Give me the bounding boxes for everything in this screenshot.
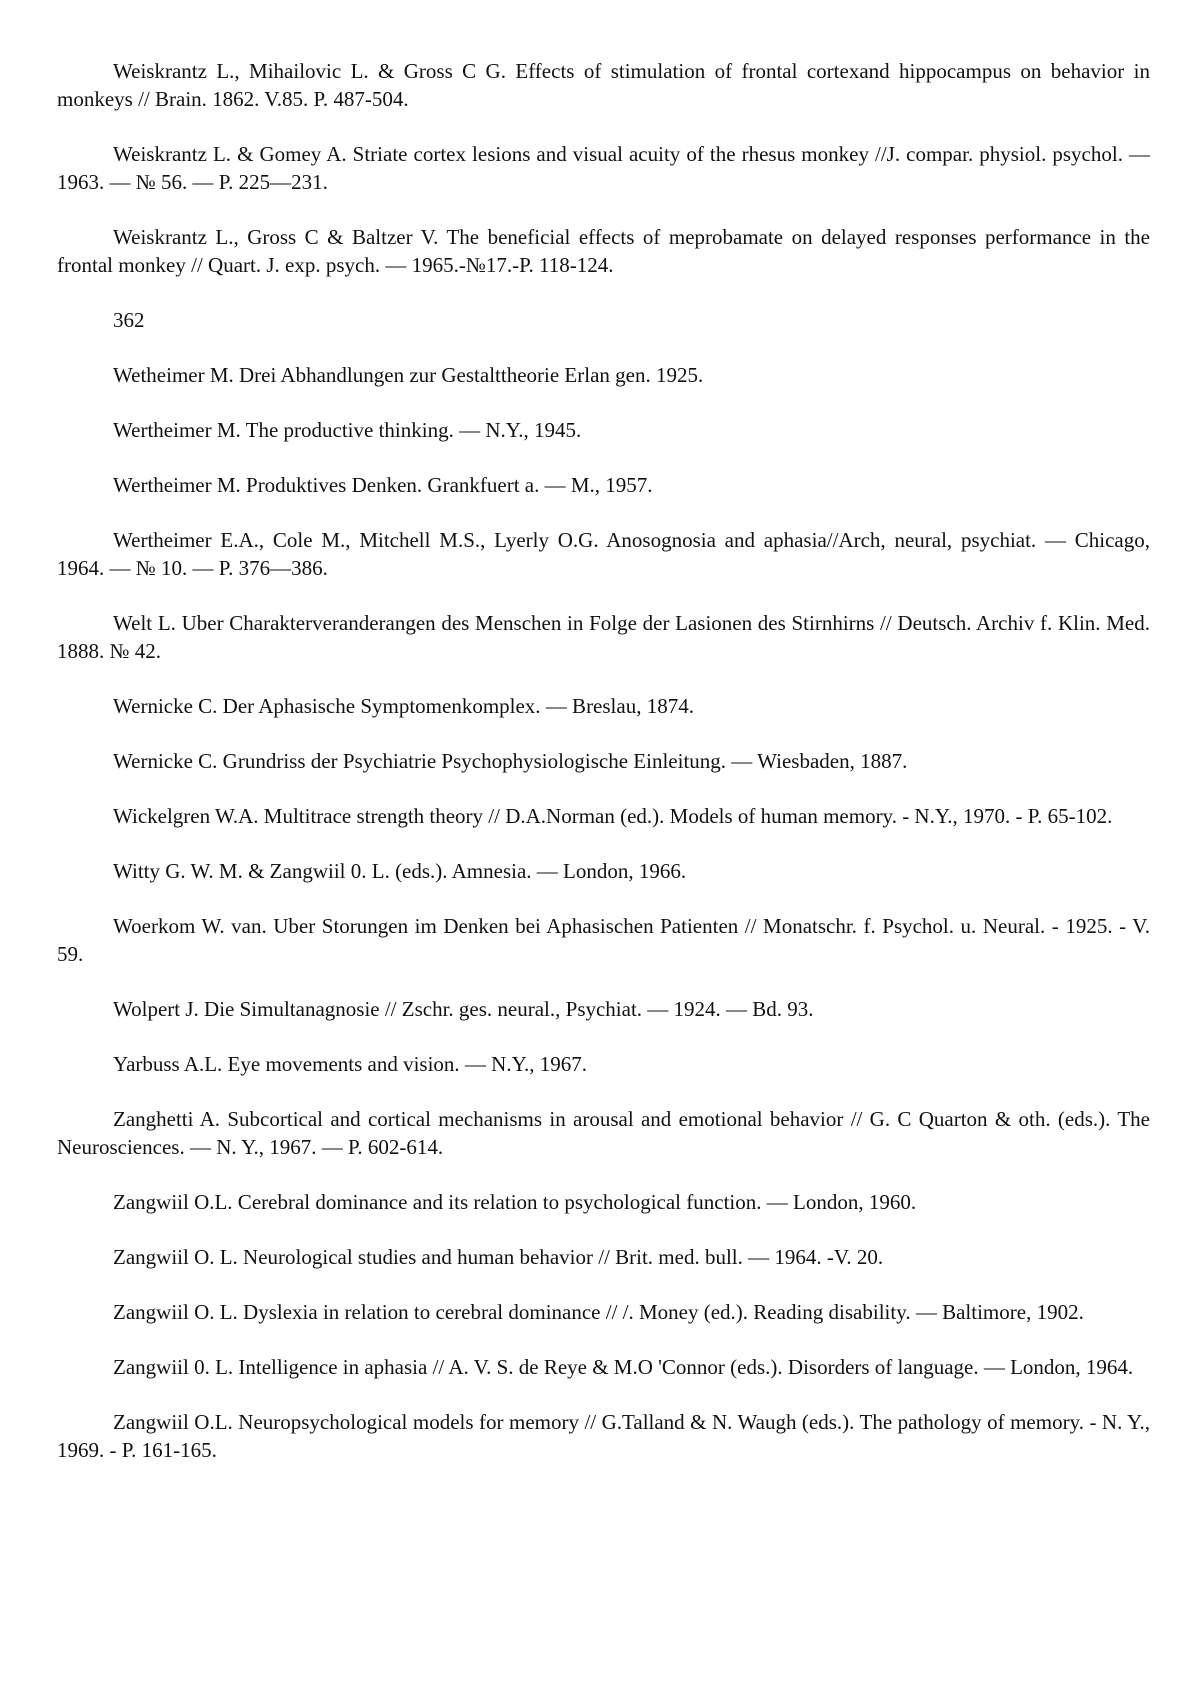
reference-entry: Wertheimer E.A., Cole M., Mitchell M.S., Lyerly O.G. Anosognosia and aphasia//Arch, neural, psychiat. — Chicago, 1964. — № 10. — P. 376—386. xyxy=(57,528,1150,580)
reference-entry: Wernicke C. Der Aphasische Symptomenkomplex. — Breslau, 1874. xyxy=(113,694,694,718)
reference-entry: Zanghetti A. Subcortical and cortical mechanisms in arousal and emotional behavior // G. C Quarton & oth. (eds.). The Neurosciences. — N. Y., 1967. — P. 602-614. xyxy=(57,1107,1150,1159)
reference-entry: Weiskrantz L. & Gomey A. Striate cortex lesions and visual acuity of the rhesus monkey //J. compar. physiol. psychol. — 1963. — № 56. — P. 225—231. xyxy=(57,142,1150,194)
reference-entry: Yarbuss A.L. Eye movements and vision. — N.Y., 1967. xyxy=(113,1052,588,1076)
bibliography-page xyxy=(57,57,1150,1491)
reference-entry: Zangwiil O. L. Dyslexia in relation to cerebral dominance // /. Money (ed.). Reading disability. — Baltimore, 1902. xyxy=(113,1300,1084,1324)
reference-entry: Zangwiil 0. L. Intelligence in aphasia // A. V. S. de Reye & M.O 'Connor (eds.). Disorders of language. — London, 1964. xyxy=(113,1355,1134,1379)
reference-entry: Wolpert J. Die Simultanagnosie // Zschr. ges. neural., Psychiat. — 1924. — Bd. 93. xyxy=(113,997,814,1021)
reference-entry: Witty G. W. M. & Zangwiil 0. L. (eds.). Amnesia. — London, 1966. xyxy=(113,859,687,883)
reference-entry: Woerkom W. van. Uber Storungen im Denken bei Aphasischen Patienten // Monatschr. f. Psychol. u. Neural. - 1925. - V. 59. xyxy=(57,914,1150,966)
reference-entry: Zangwiil O.L. Neuropsychological models for memory // G.Talland & N. Waugh (eds.). The pathology of memory. - N. Y., 1969. - P. 161-165. xyxy=(57,1410,1150,1462)
reference-entry: Wertheimer M. Produktives Denken. Grankfuert a. — M., 1957. xyxy=(113,473,653,497)
reference-entry: Weiskrantz L., Gross C & Baltzer V. The beneficial effects of meprobamate on delayed responses performance in the frontal monkey // Quart. J. exp. psych. — 1965.-№17.-P. 118-124. xyxy=(57,225,1150,277)
page-number: 362 xyxy=(113,308,145,332)
reference-entry: Zangwiil O. L. Neurological studies and human behavior // Brit. med. bull. — 1964. -V. 20. xyxy=(113,1245,884,1269)
reference-entry: Welt L. Uber Charakterveranderangen des Menschen in Folge der Lasionen des Stirnhirns // Deutsch. Archiv f. Klin. Med. 1888. № 42. xyxy=(57,611,1150,663)
reference-entry: Wetheimer M. Drei Abhandlungen zur Gestalttheorie Erlan gen. 1925. xyxy=(113,363,704,387)
reference-entry: Wertheimer M. The productive thinking. — N.Y., 1945. xyxy=(113,418,582,442)
reference-entry: Wernicke C. Grundriss der Psychiatrie Psychophysiologische Einleitung. — Wiesbaden, 1887. xyxy=(113,749,908,773)
reference-entry: Zangwiil O.L. Cerebral dominance and its relation to psychological function. — London, 1960. xyxy=(113,1190,917,1214)
reference-entry: Weiskrantz L., Mihailovic L. & Gross C G. Effects of stimulation of frontal cortexand hippocampus on behavior in monkeys // Brain. 1862. V.85. P. 487-504. xyxy=(57,59,1150,111)
reference-entry: Wickelgren W.A. Multitrace strength theory // D.A.Norman (ed.). Models of human memory. - N.Y., 1970. - P. 65-102. xyxy=(113,804,1113,828)
